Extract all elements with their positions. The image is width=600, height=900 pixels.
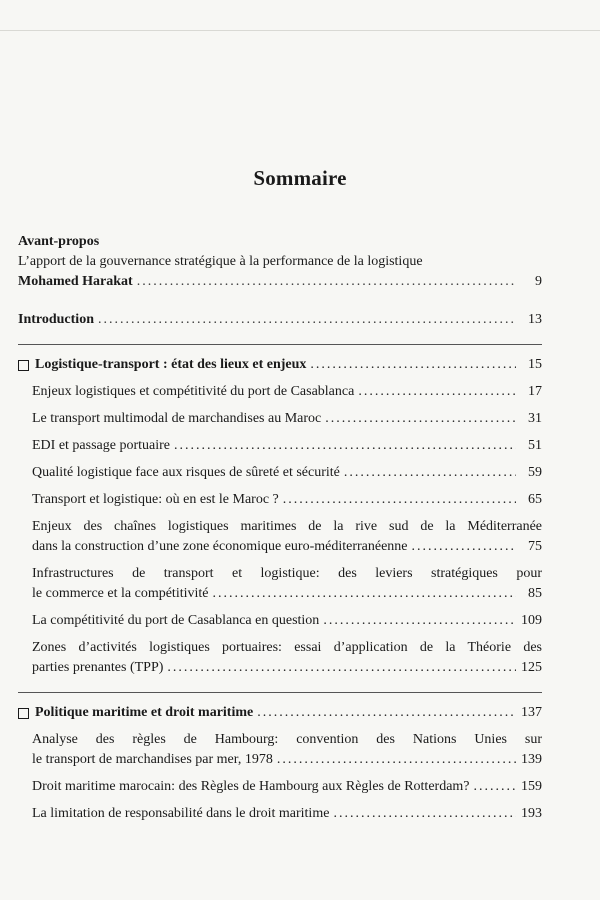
entry-last-line — [32, 777, 542, 797]
dot-leader — [358, 382, 516, 402]
toc-entry[interactable] — [32, 638, 542, 678]
toc-entry[interactable] — [32, 777, 542, 797]
page-number: 75 — [528, 539, 542, 554]
header-rule — [0, 30, 600, 31]
dot-leader — [212, 584, 516, 604]
dot-leader — [98, 310, 516, 330]
entry-title: La compétitivité du port de Casablanca en question — [32, 613, 320, 628]
checkbox-square-icon — [18, 708, 29, 719]
toc-entry[interactable] — [32, 564, 542, 604]
page-number: 139 — [521, 752, 542, 767]
entry-title: Qualité logistique face aux risques de sûreté et sécurité — [32, 465, 340, 480]
entry-title-line: Zones d’activités logistiques portuaires: essai d’application de la Théorie des — [32, 640, 542, 655]
toc-entry[interactable] — [32, 611, 542, 631]
page-number: 125 — [521, 660, 542, 675]
page-number: 193 — [521, 806, 542, 821]
page-number: 159 — [521, 779, 542, 794]
dot-leader — [344, 463, 516, 483]
entry-last-line — [32, 463, 542, 483]
toc-entry[interactable] — [32, 490, 542, 510]
entry-last-line — [32, 436, 542, 456]
dot-leader — [325, 409, 516, 429]
page-number: 15 — [528, 357, 542, 372]
page-number: 85 — [528, 586, 542, 601]
entry-title: Le transport multimodal de marchandises au Maroc — [32, 411, 322, 426]
introduction-label: Introduction — [18, 312, 94, 327]
entry-last-line — [32, 382, 542, 402]
dot-leader — [174, 436, 516, 456]
entry-title: Enjeux logistiques et compétitivité du port de Casablanca — [32, 384, 355, 399]
page-number: 13 — [528, 312, 542, 327]
toc-entry[interactable] — [32, 804, 542, 824]
page-number: 17 — [528, 384, 542, 399]
page-number: 109 — [521, 613, 542, 628]
page-number: 59 — [528, 465, 542, 480]
entry-title: le transport de marchandises par mer, 1978 — [32, 752, 273, 767]
dot-leader — [277, 750, 516, 770]
entry-title: parties prenantes (TPP) — [32, 660, 164, 675]
dot-leader — [412, 537, 516, 557]
entry-last-line — [32, 658, 542, 678]
entry-last-line — [32, 584, 542, 604]
dot-leader — [333, 804, 516, 824]
avant-propos-author-row[interactable] — [18, 272, 542, 292]
section-title: Politique maritime et droit maritime — [35, 705, 254, 720]
entry-title-line: Infrastructures de transport et logistique: des leviers stratégiques pour — [32, 566, 542, 581]
entry-title-line: Analyse des règles de Hambourg: convention des Nations Unies sur — [32, 732, 542, 747]
avant-propos-author: Mohamed Harakat — [18, 274, 133, 289]
dot-leader — [137, 272, 516, 292]
entry-title: EDI et passage portuaire — [32, 438, 170, 453]
section-divider — [18, 344, 542, 345]
toc-entry[interactable] — [32, 730, 542, 770]
toc-entry[interactable] — [32, 382, 542, 402]
entry-title-line: Enjeux des chaînes logistiques maritimes de la rive sud de la Méditerranée — [32, 519, 542, 534]
entry-last-line — [32, 490, 542, 510]
entry-last-line — [32, 611, 542, 631]
page-number: 31 — [528, 411, 542, 426]
page-number: 51 — [528, 438, 542, 453]
page-number: 65 — [528, 492, 542, 507]
section-heading-row[interactable] — [18, 355, 542, 375]
entry-title: Droit maritime marocain: des Règles de Hambourg aux Règles de Rotterdam? — [32, 779, 470, 794]
toc-entry[interactable] — [32, 517, 542, 557]
section-heading-row[interactable] — [18, 703, 542, 723]
avant-propos-heading: Avant-propos — [18, 234, 100, 249]
checkbox-square-icon — [18, 360, 29, 371]
entry-title: La limitation de responsabilité dans le droit maritime — [32, 806, 330, 821]
dot-leader — [257, 703, 516, 723]
dot-leader — [283, 490, 516, 510]
entry-last-line — [32, 804, 542, 824]
dot-leader — [474, 777, 516, 797]
dot-leader — [167, 658, 516, 678]
sections — [18, 344, 542, 824]
toc-entry[interactable] — [32, 463, 542, 483]
section-divider — [18, 692, 542, 693]
table-of-contents — [18, 232, 542, 824]
entry-title: Transport et logistique: où en est le Maroc ? — [32, 492, 279, 507]
dot-leader — [310, 355, 516, 375]
introduction-row[interactable] — [18, 310, 542, 330]
entry-last-line — [32, 409, 542, 429]
section-title: Logistique-transport : état des lieux et enjeux — [35, 357, 307, 372]
entry-title: le commerce et la compétitivité — [32, 586, 209, 601]
toc-entry[interactable] — [32, 409, 542, 429]
page-number: 9 — [535, 274, 542, 289]
toc-entry[interactable] — [32, 436, 542, 456]
entry-title: dans la construction d’une zone économique euro-méditerranéenne — [32, 539, 408, 554]
entry-last-line — [32, 537, 542, 557]
page-title: Sommaire — [253, 166, 347, 190]
dot-leader — [323, 611, 516, 631]
page-number: 137 — [521, 705, 542, 720]
entry-last-line — [32, 750, 542, 770]
avant-propos-subtitle: L’apport de la gouvernance stratégique à la performance de la logistique — [18, 254, 423, 269]
